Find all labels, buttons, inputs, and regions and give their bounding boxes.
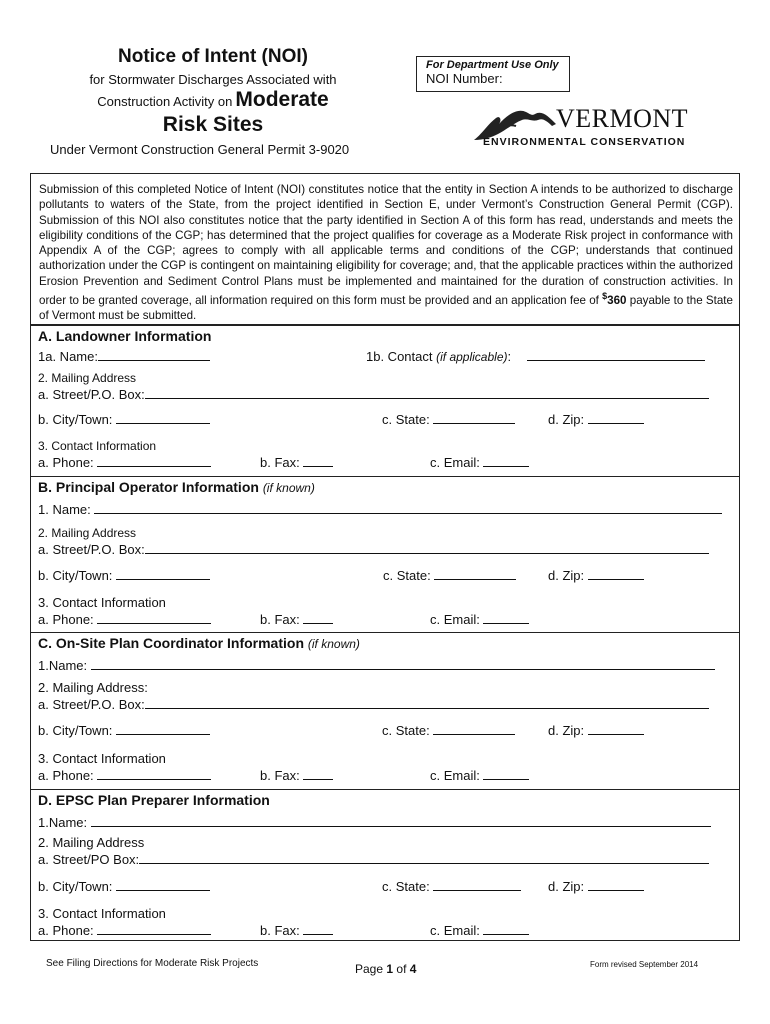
b-street-field[interactable]	[145, 541, 709, 554]
title-line3-big: Moderate	[235, 88, 329, 111]
d-state-row	[382, 878, 521, 894]
c-street-field[interactable]	[145, 696, 709, 709]
a-email-row	[430, 454, 529, 470]
fee-amount: 360	[607, 293, 627, 307]
section-b-note: (if known)	[262, 481, 315, 495]
section-b-header	[38, 479, 315, 495]
b-zip-label: d. Zip:	[548, 568, 585, 583]
a-contact-note: (if applicable)	[436, 350, 508, 364]
b-phone-row	[38, 611, 211, 627]
c-zip-label: d. Zip:	[548, 723, 585, 738]
logo-subtitle: ENVIRONMENTAL CONSERVATION	[483, 136, 686, 148]
b-fax-row	[260, 611, 333, 627]
c-street-label: a. Street/P.O. Box:	[38, 697, 145, 712]
a-zip-label: d. Zip:	[548, 412, 585, 427]
d-email-label: c. Email:	[430, 923, 480, 938]
d-street-label: a. Street/PO Box:	[38, 852, 140, 867]
a-name-field[interactable]	[98, 348, 210, 361]
b-fax-label: b. Fax:	[260, 612, 300, 627]
c-phone-field[interactable]	[97, 767, 211, 780]
b-city-label: b. City/Town:	[38, 568, 113, 583]
d-city-label: b. City/Town:	[38, 879, 113, 894]
b-email-field[interactable]	[483, 611, 529, 624]
a-email-field[interactable]	[483, 454, 529, 467]
footer-page-number	[355, 962, 416, 976]
intro-paragraph-box	[30, 173, 740, 325]
c-email-field[interactable]	[483, 767, 529, 780]
b-name-row	[38, 501, 722, 517]
b-email-row	[430, 611, 529, 627]
section-b-title: B. Principal Operator Information	[38, 479, 259, 495]
intro-suffix: payable to the State of Vermont must be submitted.	[39, 293, 733, 323]
form-subtitle: for Stormwater Discharges Associated with	[89, 72, 337, 87]
a-city-field[interactable]	[116, 411, 210, 424]
a-fax-label: b. Fax:	[260, 455, 300, 470]
a-phone-field[interactable]	[97, 454, 211, 467]
d-state-field[interactable]	[433, 878, 521, 891]
b-city-field[interactable]	[116, 567, 210, 580]
d-fax-label: b. Fax:	[260, 923, 300, 938]
a-zip-field[interactable]	[588, 411, 644, 424]
form-title-risk: Risk Sites	[162, 113, 264, 136]
c-email-row	[430, 767, 529, 783]
a-contact-colon: :	[507, 349, 512, 364]
c-state-row	[382, 722, 515, 738]
c-phone-label: a. Phone:	[38, 768, 94, 783]
title-line3-prefix: Construction Activity on	[97, 94, 233, 109]
c-name-row	[38, 657, 715, 673]
a-street-label: a. Street/P.O. Box:	[38, 387, 145, 402]
d-city-row	[38, 878, 210, 894]
page-current: 1	[386, 962, 394, 976]
a-state-label: c. State:	[382, 412, 430, 427]
d-fax-row	[260, 922, 333, 938]
c-mailing-label: 2. Mailing Address:	[38, 680, 148, 695]
b-city-row	[38, 567, 210, 583]
b-state-field[interactable]	[434, 567, 516, 580]
a-name-label: 1a. Name:	[38, 349, 98, 364]
a-fax-field[interactable]	[303, 454, 333, 467]
a-state-field[interactable]	[433, 411, 515, 424]
b-name-field[interactable]	[94, 501, 722, 514]
section-divider-c	[30, 632, 740, 633]
page-total: 4	[409, 962, 417, 976]
c-contact-info-label: 3. Contact Information	[38, 751, 166, 766]
section-c-header	[38, 635, 360, 651]
section-a-header: A. Landowner Information	[38, 328, 212, 344]
b-zip-row	[548, 567, 644, 583]
c-email-label: c. Email:	[430, 768, 480, 783]
a-contact-info-label: 3. Contact Information	[38, 439, 157, 453]
d-street-row	[38, 851, 709, 867]
intro-text: Submission of this completed Notice of Intent (NOI) constitutes notice that the entity in Section A intends to be authorized to discharge pollutants to waters of the State, from the project identified in Section E, under Vermont’s Construction General Permit (CGP). Submission of this NOI also constitutes notice that the party identified in Section A of this form has read, understands and meets the eligibility conditions of the CGP; has determined that the project qualifies for coverage as a Moderate Risk project in conformance with Appendix A of the CGP; agrees to comply with all applicable terms and conditions of the CGP; understands that continued authorization under the CGP is contingent on maintaining eligibility for coverage; and, that the applicable practices within the authorized Erosion Prevention and Sediment Control Plans must be implemented and maintained for the duration of construction activities. In order to be granted coverage, all information required on this form must be provided and an application fee of	[39, 183, 733, 307]
a-city-label: b. City/Town:	[38, 412, 113, 427]
d-email-field[interactable]	[483, 922, 529, 935]
footer-filing-directions: See Filing Directions for Moderate Risk Projects	[46, 958, 259, 969]
section-d-header: D. EPSC Plan Preparer Information	[38, 792, 270, 808]
b-state-row	[383, 567, 516, 583]
d-street-field[interactable]	[139, 851, 709, 864]
b-zip-field[interactable]	[588, 567, 644, 580]
c-fax-field[interactable]	[303, 767, 333, 780]
footer-revision: Form revised September 2014	[590, 960, 699, 969]
a-phone-label: a. Phone:	[38, 455, 94, 470]
c-name-field[interactable]	[91, 657, 715, 670]
a-zip-row	[548, 411, 644, 427]
noi-number-label: NOI Number:	[426, 71, 503, 86]
fee-currency: $	[602, 291, 608, 302]
d-zip-field[interactable]	[588, 878, 644, 891]
b-street-label: a. Street/P.O. Box:	[38, 542, 145, 557]
d-name-row	[38, 814, 711, 830]
a-contact-field[interactable]	[527, 348, 705, 361]
d-fax-field[interactable]	[303, 922, 333, 935]
b-street-row	[38, 541, 709, 557]
c-street-row	[38, 696, 709, 712]
c-city-row	[38, 722, 210, 738]
b-contact-info-label: 3. Contact Information	[38, 595, 166, 610]
department-use-box	[416, 56, 570, 92]
c-fax-label: b. Fax:	[260, 768, 300, 783]
b-phone-label: a. Phone:	[38, 612, 94, 627]
c-zip-row	[548, 722, 644, 738]
b-fax-field[interactable]	[303, 611, 333, 624]
a-email-label: c. Email:	[430, 455, 480, 470]
page-of: of	[396, 962, 407, 976]
c-fax-row	[260, 767, 333, 783]
section-c-title: C. On-Site Plan Coordinator Information	[38, 635, 304, 651]
c-city-field[interactable]	[116, 722, 210, 735]
b-mailing-label: 2. Mailing Address	[38, 526, 137, 540]
logo-wordmark: VERMONT	[556, 104, 689, 133]
a-street-row	[38, 386, 709, 402]
d-phone-field[interactable]	[97, 922, 211, 935]
d-phone-row	[38, 922, 211, 938]
form-title: Notice of Intent (NOI)	[118, 46, 308, 67]
permit-line: Under Vermont Construction General Permit 3-9020	[50, 142, 350, 157]
a-name-row	[38, 348, 210, 364]
d-contact-info-label: 3. Contact Information	[38, 906, 166, 921]
section-divider-d	[30, 789, 740, 790]
c-phone-row	[38, 767, 211, 783]
a-street-field[interactable]	[145, 386, 709, 399]
a-contact-label: 1b. Contact	[366, 349, 433, 364]
d-email-row	[430, 922, 529, 938]
a-mailing-label: 2. Mailing Address	[38, 371, 137, 385]
b-state-label: c. State:	[383, 568, 431, 583]
d-name-label: 1.Name:	[38, 815, 88, 830]
a-state-row	[382, 411, 515, 427]
d-state-label: c. State:	[382, 879, 430, 894]
a-fax-row	[260, 454, 333, 470]
d-name-field[interactable]	[91, 814, 711, 827]
a-contact-row	[366, 348, 705, 364]
section-c-note: (if known)	[307, 637, 360, 651]
b-email-label: c. Email:	[430, 612, 480, 627]
a-phone-row	[38, 454, 211, 470]
c-state-field[interactable]	[433, 722, 515, 735]
c-name-label: 1.Name:	[38, 658, 88, 673]
a-city-row	[38, 411, 210, 427]
section-divider-b	[30, 476, 740, 477]
d-city-field[interactable]	[116, 878, 210, 891]
d-zip-label: d. Zip:	[548, 879, 585, 894]
b-name-label: 1. Name:	[38, 502, 91, 517]
c-state-label: c. State:	[382, 723, 430, 738]
b-phone-field[interactable]	[97, 611, 211, 624]
c-zip-field[interactable]	[588, 722, 644, 735]
page-label: Page	[355, 962, 384, 976]
department-use-label: For Department Use Only	[426, 59, 559, 71]
d-mailing-label: 2. Mailing Address	[38, 835, 145, 850]
c-city-label: b. City/Town:	[38, 723, 113, 738]
d-phone-label: a. Phone:	[38, 923, 94, 938]
d-zip-row	[548, 878, 644, 894]
form-title-line3	[0, 88, 426, 112]
